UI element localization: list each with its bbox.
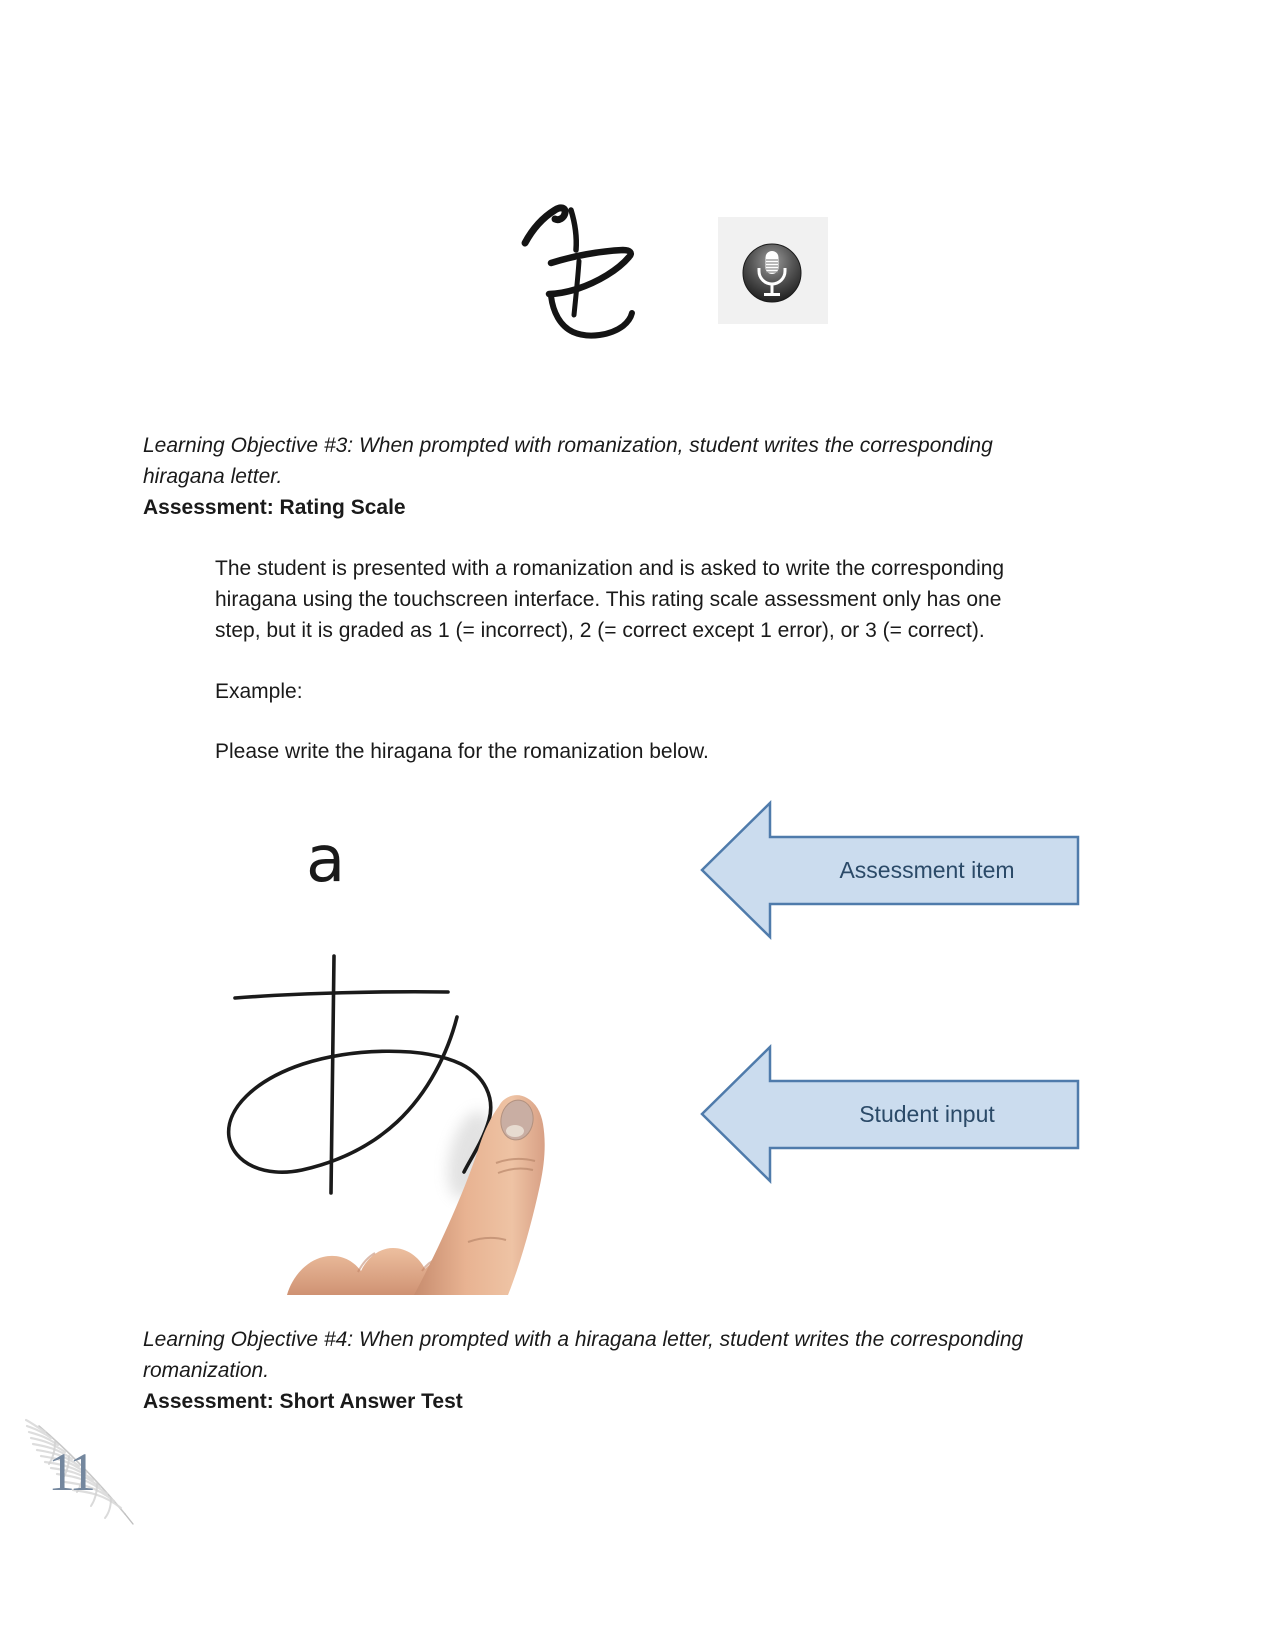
objective3-heading: Learning Objective #3: When prompted with romanization, student writes the corresponding hiragana letter. — [143, 434, 993, 488]
microphone-icon — [718, 217, 828, 324]
romanization-a: a — [306, 823, 346, 897]
student-writing-image — [190, 890, 630, 1297]
objective4-assessment-label: Assessment: Short Answer Test — [143, 1390, 463, 1413]
instruction-line: Please write the hiragana for the romanization below. — [215, 740, 709, 763]
fingernail-lunula — [506, 1125, 524, 1137]
student-input-label: Student input — [859, 1101, 995, 1127]
assessment-item-callout — [696, 798, 1082, 940]
microphone-image-tile — [718, 217, 828, 324]
page-number: 11 — [48, 1442, 92, 1502]
objective4-heading: Learning Objective #4: When prompted with a hiragana letter, student writes the corresponding romanization. — [143, 1328, 1024, 1382]
example-label: Example: — [215, 680, 303, 703]
student-input-callout — [696, 1042, 1082, 1184]
assessment-item-label: Assessment item — [839, 857, 1015, 883]
hiragana-wo-glyph — [515, 195, 645, 345]
objective3-description: The student is presented with a romanization and is asked to write the corresponding hiragana using the touchscreen interface. This rating scale assessment only has one step, but it is graded as 1 (= incorrect), 2 (= correct except 1 error), or 3 (= correct). — [215, 557, 1005, 642]
objective3-assessment-label: Assessment: Rating Scale — [143, 496, 406, 519]
